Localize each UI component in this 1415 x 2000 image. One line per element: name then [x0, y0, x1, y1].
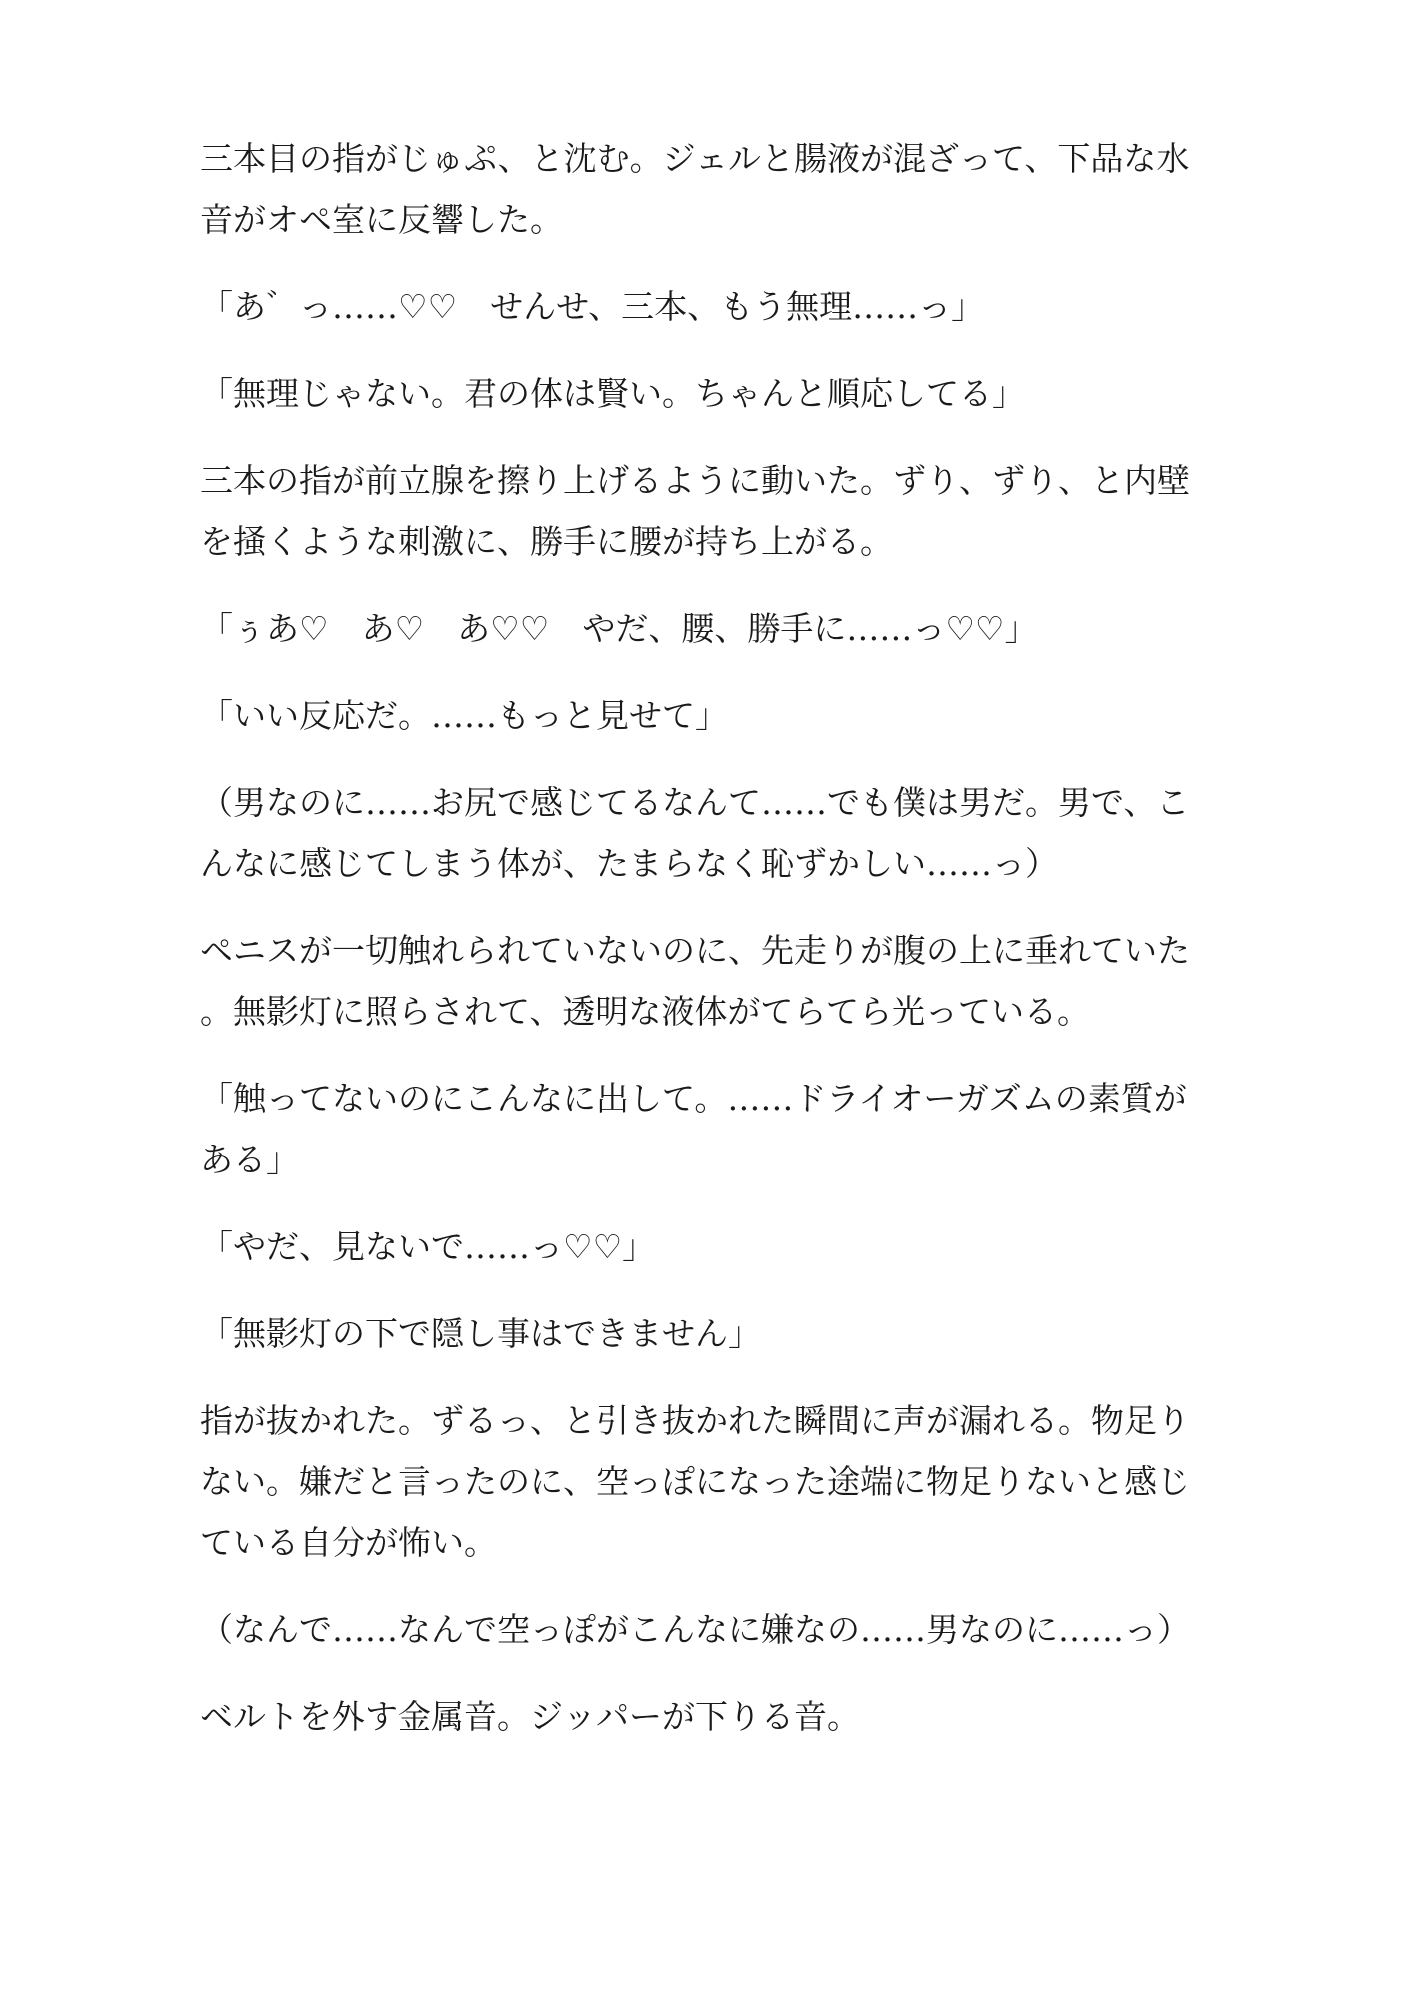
- text-line: 「あ゛っ……♡♡ せんせ、三本、もう無理……っ」: [200, 287, 985, 326]
- paragraph-narration-light: [200, 920, 1210, 1042]
- paragraph-inner-monologue-1: [200, 772, 1210, 894]
- paragraph-dialogue-patient-3: [200, 1216, 1210, 1277]
- paragraph-dialogue-doctor-2: [200, 685, 1210, 746]
- text-line: （男なのに……お尻で感じてるなんて……でも僕は男だ。男で、こ: [200, 783, 1190, 822]
- text-line: ない。嫌だと言ったのに、空っぽになった途端に物足りないと感じ: [200, 1462, 1190, 1501]
- text-line: 「やだ、見ないで……っ♡♡」: [200, 1227, 656, 1266]
- text-line: 。無影灯に照らされて、透明な液体がてらてら光っている。: [200, 992, 1091, 1031]
- text-line: 指が抜かれた。ずるっ、と引き抜かれた瞬間に声が漏れる。物足り: [200, 1401, 1190, 1440]
- text-line: を掻くような刺激に、勝手に腰が持ち上がる。: [200, 522, 893, 561]
- text-line: ている自分が怖い。: [200, 1523, 497, 1562]
- paragraph-dialogue-doctor-1: [200, 363, 1210, 424]
- text-line: 音がオペ室に反響した。: [200, 200, 563, 239]
- paragraph-dialogue-patient-2: [200, 598, 1210, 659]
- text-line: ベルトを外す金属音。ジッパーが下りる音。: [200, 1697, 860, 1736]
- text-line: 「いい反応だ。……もっと見せて」: [200, 696, 728, 735]
- paragraph-dialogue-doctor-3: [200, 1068, 1210, 1190]
- text-line: 「触ってないのにこんなに出して。……ドライオーガズムの素質が: [200, 1079, 1187, 1118]
- paragraph-inner-monologue-2: [200, 1599, 1210, 1660]
- text-line: （なんで……なんで空っぽがこんなに嫌なの……男なのに……っ）: [200, 1610, 1190, 1649]
- text-line: ある」: [200, 1140, 299, 1179]
- text-line: ペニスが一切触れられていないのに、先走りが腹の上に垂れていた: [200, 931, 1190, 970]
- paragraph-narration-withdrawal: [200, 1390, 1210, 1573]
- paragraph-dialogue-patient-1: [200, 276, 1210, 337]
- paragraph-narration-belt: [200, 1686, 1210, 1747]
- paragraph-narration-movement: [200, 450, 1210, 572]
- text-line: 三本目の指がじゅぷ、と沈む。ジェルと腸液が混ざって、下品な水: [200, 139, 1190, 178]
- page-text-block: [200, 128, 1210, 1773]
- text-line: んなに感じてしまう体が、たまらなく恥ずかしい……っ）: [200, 844, 1058, 883]
- paragraph-dialogue-doctor-4: [200, 1303, 1210, 1364]
- paragraph-narration-fingers: [200, 128, 1210, 250]
- text-line: 三本の指が前立腺を擦り上げるように動いた。ずり、ずり、と内壁: [200, 461, 1190, 500]
- text-line: 「ぅあ♡ あ♡ あ♡♡ やだ、腰、勝手に……っ♡♡」: [200, 609, 1038, 648]
- text-line: 「無影灯の下で隠し事はできません」: [200, 1314, 761, 1353]
- text-line: 「無理じゃない。君の体は賢い。ちゃんと順応してる」: [200, 374, 1025, 413]
